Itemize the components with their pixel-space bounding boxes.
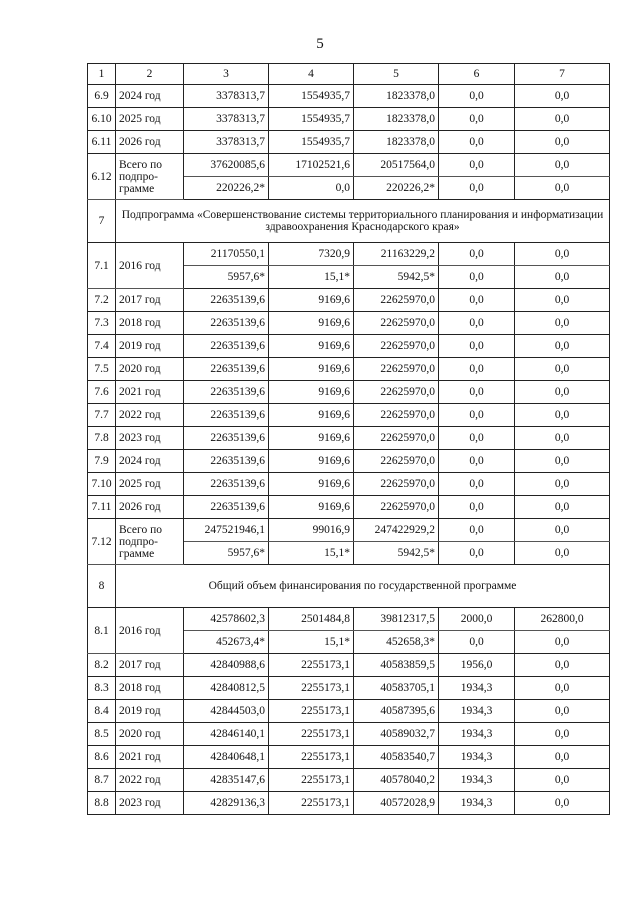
regional-value: 40583859,5 <box>354 654 439 677</box>
extrabudget-value: 0,0 <box>515 496 610 519</box>
extrabudget-value: 0,0 <box>515 473 610 496</box>
regional-value: 22625970,0 <box>354 473 439 496</box>
column-header: 6 <box>439 64 515 85</box>
table-row <box>88 654 610 677</box>
row-label: 2019 год <box>116 335 184 358</box>
total-value-secondary: 5957,6* <box>184 542 269 565</box>
regional-value: 40583705,1 <box>354 677 439 700</box>
total-value: 21170550,1 <box>184 243 269 266</box>
total-value: 37620085,6 <box>184 154 269 177</box>
total-value-secondary: 452673,4* <box>184 631 269 654</box>
row-label: 2016 год <box>116 608 184 654</box>
regional-value: 40572028,9 <box>354 792 439 815</box>
local-value: 0,0 <box>439 358 515 381</box>
extrabudget-value: 262800,0 <box>515 608 610 631</box>
local-value: 1934,3 <box>439 677 515 700</box>
row-label: 2023 год <box>116 792 184 815</box>
extrabudget-value: 0,0 <box>515 792 610 815</box>
federal-value: 9169,6 <box>269 312 354 335</box>
table-row <box>88 358 610 381</box>
row-number: 7.8 <box>88 427 116 450</box>
local-value: 0,0 <box>439 519 515 542</box>
row-number: 7.11 <box>88 496 116 519</box>
federal-value: 9169,6 <box>269 473 354 496</box>
extrabudget-value: 0,0 <box>515 85 610 108</box>
section-row <box>88 200 610 243</box>
local-value: 1934,3 <box>439 769 515 792</box>
table-row <box>88 723 610 746</box>
regional-value: 22625970,0 <box>354 427 439 450</box>
federal-value-secondary: 0,0 <box>269 177 354 200</box>
extrabudget-value: 0,0 <box>515 381 610 404</box>
local-value-secondary: 0,0 <box>439 631 515 654</box>
regional-value: 40583540,7 <box>354 746 439 769</box>
row-label: 2018 год <box>116 677 184 700</box>
local-value: 0,0 <box>439 381 515 404</box>
federal-value: 2255173,1 <box>269 723 354 746</box>
total-value: 42840988,6 <box>184 654 269 677</box>
regional-value: 22625970,0 <box>354 404 439 427</box>
federal-value: 2255173,1 <box>269 700 354 723</box>
extrabudget-value: 0,0 <box>515 427 610 450</box>
column-header: 5 <box>354 64 439 85</box>
column-header: 3 <box>184 64 269 85</box>
table-row <box>88 769 610 792</box>
row-number: 7.7 <box>88 404 116 427</box>
local-value: 2000,0 <box>439 608 515 631</box>
row-label: 2022 год <box>116 769 184 792</box>
row-label: 2022 год <box>116 404 184 427</box>
table-row <box>88 335 610 358</box>
row-number: 7.9 <box>88 450 116 473</box>
row-number: 6.9 <box>88 85 116 108</box>
total-value: 42840812,5 <box>184 677 269 700</box>
row-label: Всего по подпро-грамме <box>116 154 184 200</box>
table-row <box>88 450 610 473</box>
federal-value: 2255173,1 <box>269 654 354 677</box>
federal-value: 2501484,8 <box>269 608 354 631</box>
regional-value: 1823378,0 <box>354 108 439 131</box>
table-row <box>88 496 610 519</box>
federal-value: 9169,6 <box>269 427 354 450</box>
row-number: 8.6 <box>88 746 116 769</box>
row-number: 6.10 <box>88 108 116 131</box>
extrabudget-value: 0,0 <box>515 677 610 700</box>
total-value: 3378313,7 <box>184 108 269 131</box>
row-number: 7.1 <box>88 243 116 289</box>
federal-value: 1554935,7 <box>269 131 354 154</box>
total-value: 42846140,1 <box>184 723 269 746</box>
row-number: 8.4 <box>88 700 116 723</box>
local-value-secondary: 0,0 <box>439 542 515 565</box>
regional-value: 22625970,0 <box>354 358 439 381</box>
table-row <box>88 746 610 769</box>
extrabudget-value: 0,0 <box>515 358 610 381</box>
section-title: Общий объем финансирования по государственной программе <box>116 565 610 608</box>
regional-value: 22625970,0 <box>354 496 439 519</box>
row-number: 6.12 <box>88 154 116 200</box>
row-label: 2021 год <box>116 746 184 769</box>
regional-value: 22625970,0 <box>354 335 439 358</box>
extrabudget-value: 0,0 <box>515 108 610 131</box>
row-number: 7.4 <box>88 335 116 358</box>
federal-value: 9169,6 <box>269 358 354 381</box>
table-row <box>88 427 610 450</box>
section-title: Подпрограмма «Совершенствование системы территориального планирования и информатизации здравоохранения Краснодарского края» <box>116 200 610 243</box>
regional-value: 22625970,0 <box>354 312 439 335</box>
row-label: 2024 год <box>116 85 184 108</box>
local-value: 0,0 <box>439 108 515 131</box>
row-number: 8.3 <box>88 677 116 700</box>
extrabudget-value: 0,0 <box>515 519 610 542</box>
federal-value: 2255173,1 <box>269 746 354 769</box>
total-value: 3378313,7 <box>184 131 269 154</box>
federal-value: 9169,6 <box>269 335 354 358</box>
row-label: 2020 год <box>116 358 184 381</box>
table-row <box>88 473 610 496</box>
row-label: 2026 год <box>116 131 184 154</box>
extrabudget-value: 0,0 <box>515 404 610 427</box>
local-value: 0,0 <box>439 450 515 473</box>
row-label: 2025 год <box>116 473 184 496</box>
regional-value: 20517564,0 <box>354 154 439 177</box>
total-value: 42835147,6 <box>184 769 269 792</box>
column-header: 2 <box>116 64 184 85</box>
regional-value: 40587395,6 <box>354 700 439 723</box>
local-value: 0,0 <box>439 131 515 154</box>
total-value: 22635139,6 <box>184 473 269 496</box>
federal-value: 7320,9 <box>269 243 354 266</box>
row-number: 7.3 <box>88 312 116 335</box>
federal-value: 9169,6 <box>269 381 354 404</box>
table-row <box>88 312 610 335</box>
local-value: 0,0 <box>439 427 515 450</box>
table-row <box>88 243 610 266</box>
row-label: 2023 год <box>116 427 184 450</box>
row-number: 8 <box>88 565 116 608</box>
total-value-secondary: 5957,6* <box>184 266 269 289</box>
federal-value: 1554935,7 <box>269 85 354 108</box>
regional-value-secondary: 5942,5* <box>354 266 439 289</box>
extrabudget-value: 0,0 <box>515 746 610 769</box>
total-value: 247521946,1 <box>184 519 269 542</box>
extrabudget-value: 0,0 <box>515 289 610 312</box>
column-number-row <box>88 64 610 85</box>
total-value: 22635139,6 <box>184 450 269 473</box>
table-row <box>88 289 610 312</box>
local-value: 0,0 <box>439 404 515 427</box>
row-label: 2021 год <box>116 381 184 404</box>
federal-value: 9169,6 <box>269 496 354 519</box>
row-number: 7.10 <box>88 473 116 496</box>
federal-value: 17102521,6 <box>269 154 354 177</box>
extrabudget-value: 0,0 <box>515 243 610 266</box>
federal-value-secondary: 15,1* <box>269 266 354 289</box>
regional-value: 1823378,0 <box>354 85 439 108</box>
table-row <box>88 700 610 723</box>
federal-value: 2255173,1 <box>269 792 354 815</box>
row-label: 2025 год <box>116 108 184 131</box>
extrabudget-value: 0,0 <box>515 700 610 723</box>
row-label: 2026 год <box>116 496 184 519</box>
row-number: 7.6 <box>88 381 116 404</box>
local-value-secondary: 0,0 <box>439 177 515 200</box>
regional-value: 22625970,0 <box>354 381 439 404</box>
extrabudget-value: 0,0 <box>515 723 610 746</box>
local-value: 1956,0 <box>439 654 515 677</box>
row-label: 2016 год <box>116 243 184 289</box>
regional-value: 1823378,0 <box>354 131 439 154</box>
local-value-secondary: 0,0 <box>439 266 515 289</box>
local-value: 0,0 <box>439 335 515 358</box>
total-value-secondary: 220226,2* <box>184 177 269 200</box>
row-number: 8.5 <box>88 723 116 746</box>
extrabudget-value-secondary: 0,0 <box>515 177 610 200</box>
federal-value: 99016,9 <box>269 519 354 542</box>
regional-value: 21163229,2 <box>354 243 439 266</box>
local-value: 1934,3 <box>439 723 515 746</box>
regional-value-secondary: 5942,5* <box>354 542 439 565</box>
total-value: 22635139,6 <box>184 404 269 427</box>
total-value: 22635139,6 <box>184 289 269 312</box>
local-value: 0,0 <box>439 85 515 108</box>
total-value: 42840648,1 <box>184 746 269 769</box>
row-number: 8.8 <box>88 792 116 815</box>
row-number: 7.12 <box>88 519 116 565</box>
row-label: 2018 год <box>116 312 184 335</box>
extrabudget-value: 0,0 <box>515 769 610 792</box>
extrabudget-value-secondary: 0,0 <box>515 542 610 565</box>
row-number: 8.1 <box>88 608 116 654</box>
federal-value: 2255173,1 <box>269 769 354 792</box>
column-header: 7 <box>515 64 610 85</box>
extrabudget-value: 0,0 <box>515 154 610 177</box>
federal-value: 1554935,7 <box>269 108 354 131</box>
extrabudget-value-secondary: 0,0 <box>515 631 610 654</box>
column-header: 4 <box>269 64 354 85</box>
regional-value: 40589032,7 <box>354 723 439 746</box>
total-value: 22635139,6 <box>184 496 269 519</box>
local-value: 0,0 <box>439 312 515 335</box>
local-value: 1934,3 <box>439 792 515 815</box>
federal-value: 9169,6 <box>269 450 354 473</box>
row-number: 6.11 <box>88 131 116 154</box>
row-label: 2017 год <box>116 289 184 312</box>
column-header: 1 <box>88 64 116 85</box>
total-value: 42578602,3 <box>184 608 269 631</box>
extrabudget-value: 0,0 <box>515 312 610 335</box>
total-value: 42829136,3 <box>184 792 269 815</box>
financing-table-body <box>88 64 610 815</box>
row-number: 7.5 <box>88 358 116 381</box>
federal-value: 9169,6 <box>269 404 354 427</box>
regional-value-secondary: 452658,3* <box>354 631 439 654</box>
total-value: 22635139,6 <box>184 381 269 404</box>
section-row <box>88 565 610 608</box>
table-row <box>88 131 610 154</box>
local-value: 0,0 <box>439 154 515 177</box>
local-value: 0,0 <box>439 496 515 519</box>
local-value: 0,0 <box>439 289 515 312</box>
row-label: Всего по подпро-грамме <box>116 519 184 565</box>
page-number: 5 <box>316 36 324 52</box>
regional-value: 22625970,0 <box>354 450 439 473</box>
table-row <box>88 404 610 427</box>
total-value: 42844503,0 <box>184 700 269 723</box>
local-value: 0,0 <box>439 473 515 496</box>
total-value: 3378313,7 <box>184 85 269 108</box>
regional-value: 40578040,2 <box>354 769 439 792</box>
table-row <box>88 381 610 404</box>
table-row <box>88 108 610 131</box>
federal-value-secondary: 15,1* <box>269 542 354 565</box>
financing-table <box>87 63 610 815</box>
extrabudget-value-secondary: 0,0 <box>515 266 610 289</box>
federal-value: 2255173,1 <box>269 677 354 700</box>
table-row <box>88 154 610 177</box>
table-row <box>88 792 610 815</box>
row-label: 2020 год <box>116 723 184 746</box>
row-number: 7.2 <box>88 289 116 312</box>
regional-value: 22625970,0 <box>354 289 439 312</box>
regional-value: 247422929,2 <box>354 519 439 542</box>
row-number: 7 <box>88 200 116 243</box>
extrabudget-value: 0,0 <box>515 654 610 677</box>
table-row <box>88 677 610 700</box>
row-number: 8.7 <box>88 769 116 792</box>
total-value: 22635139,6 <box>184 358 269 381</box>
extrabudget-value: 0,0 <box>515 450 610 473</box>
total-value: 22635139,6 <box>184 335 269 358</box>
table-row <box>88 608 610 631</box>
total-value: 22635139,6 <box>184 312 269 335</box>
local-value: 1934,3 <box>439 746 515 769</box>
row-number: 8.2 <box>88 654 116 677</box>
local-value: 1934,3 <box>439 700 515 723</box>
table-row <box>88 85 610 108</box>
federal-value-secondary: 15,1* <box>269 631 354 654</box>
extrabudget-value: 0,0 <box>515 131 610 154</box>
federal-value: 9169,6 <box>269 289 354 312</box>
table-row <box>88 519 610 542</box>
row-label: 2024 год <box>116 450 184 473</box>
row-label: 2017 год <box>116 654 184 677</box>
regional-value: 39812317,5 <box>354 608 439 631</box>
extrabudget-value: 0,0 <box>515 335 610 358</box>
regional-value-secondary: 220226,2* <box>354 177 439 200</box>
total-value: 22635139,6 <box>184 427 269 450</box>
row-label: 2019 год <box>116 700 184 723</box>
local-value: 0,0 <box>439 243 515 266</box>
